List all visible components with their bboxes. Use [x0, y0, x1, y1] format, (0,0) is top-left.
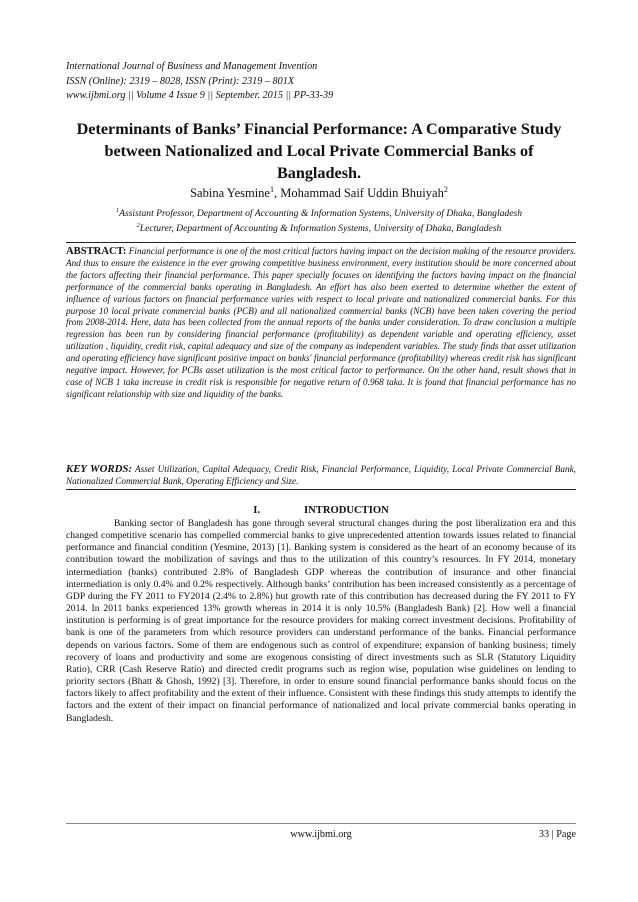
abstract-label: ABSTRACT: [66, 246, 127, 257]
keywords [66, 463, 576, 487]
divider-keywords [66, 489, 576, 490]
paper-title: Determinants of Banks’ Financial Performance: A Comparative Study between Nationalized and Local Private Commercial Banks of Bangladesh. [76, 120, 562, 182]
page-number: 33 | Page [538, 829, 576, 840]
author-separator: , [274, 186, 281, 200]
abstract-text: Financial performance is one of the most critical factors having impact on the decision making of the resource providers. And thus to ensure the existence in the ever growing competitive business environment, every institution should be more concerned about the factors affecting their financial performance. This paper specially focuses on identifying the factors having impact on the financial performance of the commercial banks operating in Bangladesh. An effort has also been exerted to determine whether the extent of influence of various factors on financial performance varies with respect to local private and nationalized commercial banks. For this purpose 10 local private commercial banks (PCB) and all nationalized commercial banks (NCB) have been taken covering the period from 2008-2014. Here, data has been collected from the annual reports of the banks under consideration. To draw conclusion a multiple regression has been run by considering financial performance (profitability) as dependent variable and operating efficiency, asset utilization , liquidity, credit risk, capital adequacy and size of the company as independent variables. The study finds that asset utilization and operating efficiency have significant positive impact on banks' financial performance (profitability) whereas credit risk has significant negative impact. However, for PCBs asset utilization is the most critical factor to performance. On the other hand, result shows that in case of NCB 1 taka increase in credit risk is responsible for negative return of 0.968 taka. It is found that financial performance has no significant relationship with size and liquidity of the banks. [66, 246, 576, 399]
author-name: Mohammad Saif Uddin Bhuiyah [280, 186, 444, 200]
section-heading [66, 505, 576, 516]
affiliation-text: Lecturer, Department of Accounting & Information Systems, University of Dhaka, Bangladesh [139, 223, 502, 234]
author-name: Sabina Yesmine [190, 186, 270, 200]
author-list [62, 185, 576, 201]
abstract [66, 246, 576, 401]
footer-url: www.ijbmi.org [290, 829, 352, 840]
journal-volume: www.ijbmi.org || Volume 4 Issue 9 || September. 2015 || PP-33-39 [66, 90, 334, 101]
affiliation-2 [62, 222, 576, 235]
affiliation-mark: 1 [115, 206, 120, 214]
section-number: I. [253, 505, 260, 516]
author-affiliation-mark: 2 [443, 184, 448, 194]
keywords-label: KEY WORDS: [66, 463, 132, 475]
section-title: INTRODUCTION [304, 505, 389, 516]
journal-header [66, 60, 576, 104]
divider-top [66, 242, 576, 243]
footer-rule [66, 823, 576, 824]
journal-name: International Journal of Business and Management Invention [66, 61, 318, 72]
journal-issn: ISSN (Online): 2319 – 8028, ISSN (Print): 2319 – 801X [66, 75, 295, 87]
affiliation-text: Assistant Professor, Department of Accounting & Information Systems, University of Dhaka, Bangladesh [119, 208, 523, 219]
affiliation-mark: 2 [136, 221, 140, 229]
keywords-text: Asset Utilization, Capital Adequacy, Credit Risk, Financial Performance, Liquidity, Local Private Commercial Bank, Nationalized Commercial Bank, Operating Efficiency and Size. [66, 464, 576, 487]
affiliation-1 [62, 207, 576, 220]
introduction-body: Banking sector of Bangladesh has gone through several structural changes during the post liberalization era and this changed competitive scenario has compelled commercial banks to give unprecedented attention towards issues related to financial performance and financial condition (Yesmine, 2013) [1]. Banking system is considered as the heart of an economy because of its contribution toward the mobilization of savings and thus to the utilization of this country’s resources. In FY 2014, monetary intermediation (banks) contributed 2.8% of Bangladesh GDP whereas the contribution of insurance and other financial intermediation is only 0.4% and 0.2% respectively. Although banks’ contribution has been increased consistently as a percentage of GDP during the FY 2011 to FY2014 (2.4% to 2.8%) but growth rate of this contribution has decreased during the FY 2011 to FY 2014. In 2011 banks experienced 13% growth whereas in 2014 it is only 10.5% (Bangladesh Bank) [2]. How well a financial institution is performing is of great importance for the resource providers for making correct investment decisions. Profitability of bank is one of the parameters from which resource providers can understand performance of the banks. Financial performance depends on various factors. Some of them are endogenous such as control of expenditure; expansion of banking business; timely recovery of loans and productivity and some are exogenous consisting of direct investments such as SLR (Statutory Liquidity Ratio), CRR (Cash Reserve Ratio) and directed credit programs such as region wise, population wise guidelines on lending to priority sectors (Bhatt & Ghosh, 1992) [3]. Therefore, in order to ensure sound financial performance banks should focus on the factors likely to affect profitability and the extent of their influence. Consistent with these findings this study attempts to identify the factors and the extent of their impact on financial performance of nationalized and local private commercial banks operating in Bangladesh. [66, 518, 576, 724]
author-affiliation-mark: 1 [269, 184, 275, 194]
